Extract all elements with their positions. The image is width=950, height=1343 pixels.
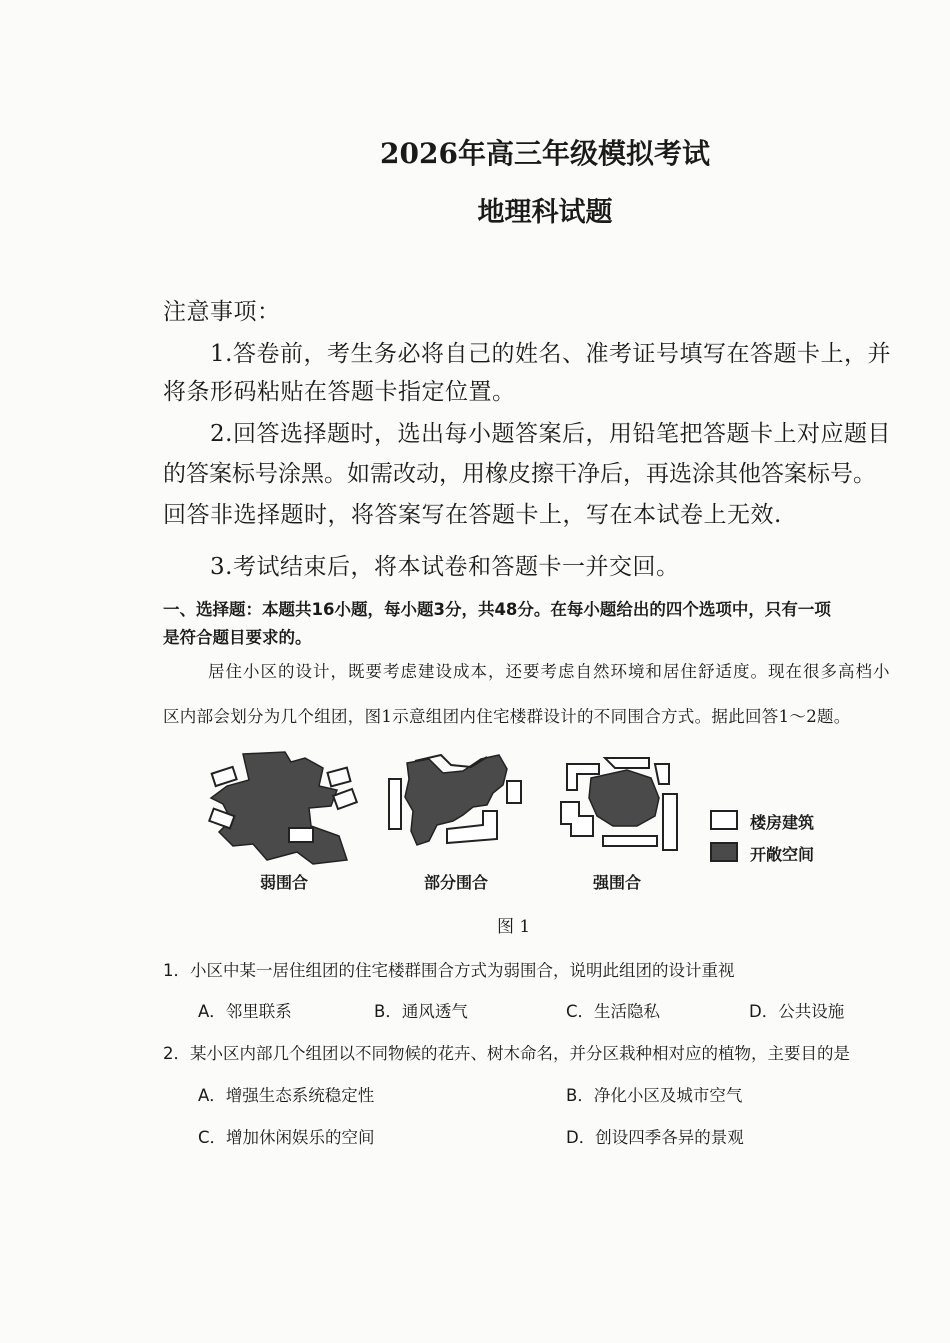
question-2-stem: 2．某小区内部几个组团以不同物候的花卉、树木命名，并分区栽种相对应的植物，主要目的是: [163, 1044, 850, 1063]
notice-item-2-line-1: 2.回答选择题时，选出每小题答案后，用铅笔把答题卡上对应题目: [210, 421, 891, 447]
question-1-option-c: C．生活隐私: [566, 1002, 661, 1021]
building-block: [507, 781, 521, 803]
section-heading-line-1: 一、选择题：本题共16小题，每小题3分，共48分。在每小题给出的四个选项中，只有一项: [163, 600, 831, 619]
notice-item-2-line-3: 回答非选择题时，将答案写在答题卡上，写在本试卷上无效.: [163, 502, 782, 528]
question-1-option-d: D．公共设施: [749, 1002, 845, 1021]
label-strong-enclosure: 强围合: [593, 873, 642, 892]
question-1-option-a: A．邻里联系: [198, 1002, 292, 1021]
question-2-option-a: A．增强生态系统稳定性: [198, 1086, 375, 1105]
building-block: [655, 764, 669, 784]
section-heading-line-2: 是符合题目要求的。: [163, 628, 312, 647]
question-2-option-d: D．创设四季各异的景观: [566, 1128, 744, 1147]
building-block: [561, 802, 593, 836]
building-block: [328, 768, 351, 787]
notice-heading: 注意事项：: [163, 299, 281, 325]
strong-enclosure-diagram: [557, 754, 687, 859]
open-space-shape: [589, 770, 659, 826]
notice-item-1-line-2: 将条形码粘贴在答题卡指定位置。: [163, 379, 516, 405]
question-2-option-c: C．增加休闲娱乐的空间: [198, 1128, 375, 1147]
notice-item-3: 3.考试结束后，将本试卷和答题卡一并交回。: [210, 554, 680, 580]
building-block: [212, 767, 237, 786]
label-weak-enclosure: 弱围合: [260, 873, 309, 892]
exam-title: 2026年高三年级模拟考试: [380, 137, 710, 170]
label-partial-enclosure: 部分围合: [424, 873, 489, 892]
building-block: [605, 758, 649, 768]
exam-subtitle: 地理科试题: [477, 197, 613, 228]
question-1-option-b: B．通风透气: [374, 1002, 468, 1021]
intro-line-2: 区内部会划分为几个组团，图1示意组团内住宅楼群设计的不同围合方式。据此回答1～2题。: [163, 707, 851, 726]
building-block: [389, 779, 401, 829]
building-block: [603, 836, 657, 846]
partial-enclosure-diagram: [385, 745, 530, 865]
legend-building-label: 楼房建筑: [750, 813, 815, 832]
figure-caption: 图 1: [497, 917, 531, 937]
legend-building-swatch: [710, 810, 738, 830]
question-2-option-b: B．净化小区及城市空气: [566, 1086, 743, 1105]
building-block: [289, 828, 313, 842]
legend-open-space-swatch: [710, 842, 738, 862]
legend-open-space-label: 开敞空间: [750, 845, 815, 864]
intro-line-1: 居住小区的设计，既要考虑建设成本，还要考虑自然环境和居住舒适度。现在很多高档小: [208, 662, 891, 681]
notice-item-2-line-2: 的答案标号涂黑。如需改动，用橡皮擦干净后，再选涂其他答案标号。: [163, 461, 876, 487]
weak-enclosure-diagram: [205, 748, 365, 868]
building-block: [663, 794, 677, 850]
notice-item-1-line-1: 1.答卷前，考生务必将自己的姓名、准考证号填写在答题卡上，并: [210, 341, 891, 367]
question-1-stem: 1．小区中某一居住组团的住宅楼群围合方式为弱围合，说明此组团的设计重视: [163, 961, 735, 980]
